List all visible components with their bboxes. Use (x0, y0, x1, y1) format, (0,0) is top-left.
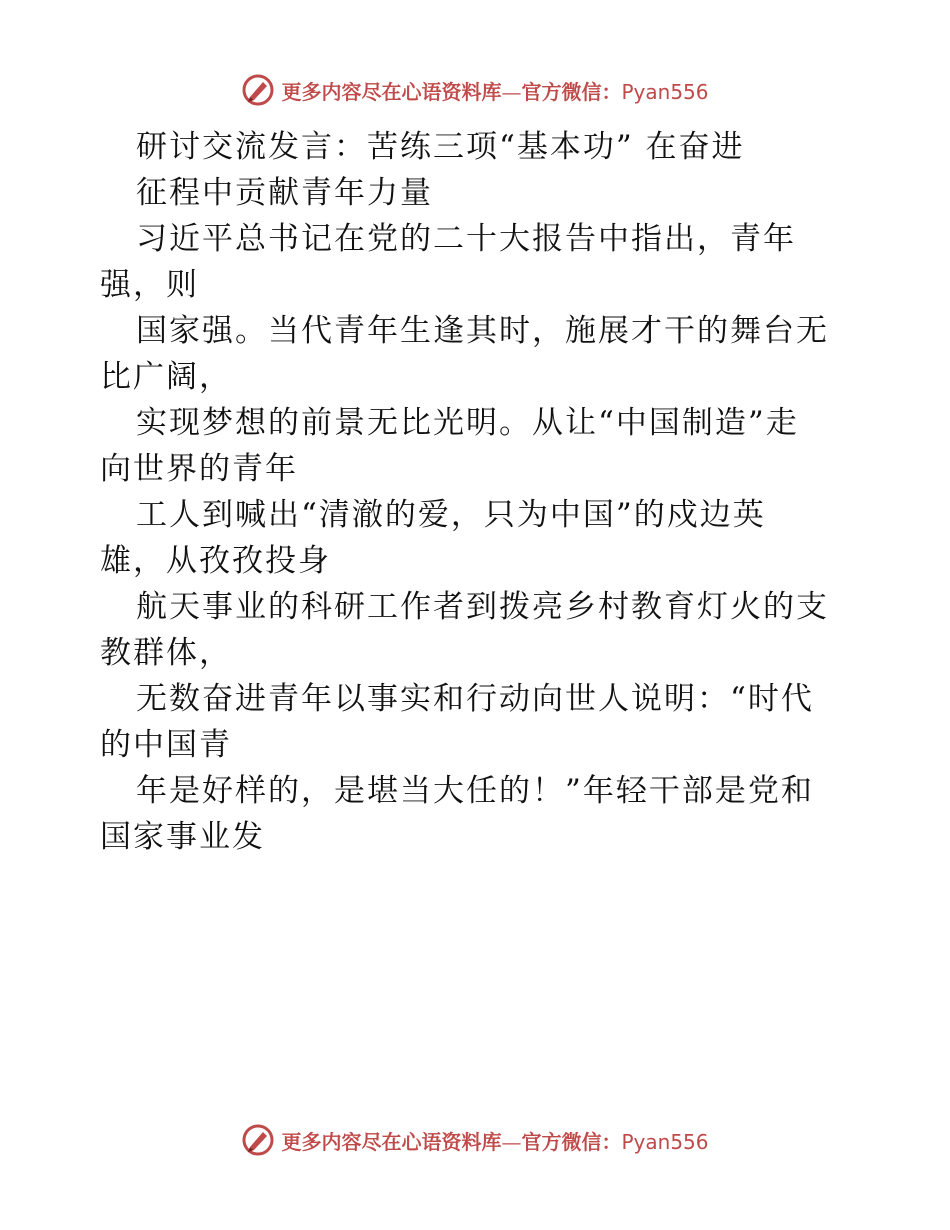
text-line: 习近平总书记在党的二十大报告中指出，青年 (136, 221, 796, 257)
text-line: 航天事业的科研工作者到拨亮乡村教育灯火的支 (136, 589, 829, 625)
watermark-text: 更多内容尽在心语资料库—官方微信：Pyan556 (281, 79, 709, 104)
text-line: 年是好样的，是堪当大任的！”年轻干部是党和 (136, 773, 814, 809)
text-line: 比广阔， (100, 359, 232, 395)
text-line: 国家强。当代青年生逢其时，施展才干的舞台无 (136, 313, 829, 349)
text-line: 强，则 (100, 267, 199, 303)
watermark-text: 更多内容尽在心语资料库—官方微信：Pyan556 (281, 1129, 709, 1154)
text-line: 向世界的青年 (100, 451, 298, 487)
text-line: 雄，从孜孜投身 (100, 543, 331, 579)
text-line: 国家事业发 (100, 819, 265, 855)
pen-logo-icon (241, 73, 275, 107)
watermark-footer (0, 1120, 950, 1160)
text-line: 的中国青 (100, 727, 232, 763)
text-line: 无数奋进青年以事实和行动向世人说明：“时代 (136, 681, 814, 717)
pen-logo-icon (241, 1123, 275, 1157)
text-line: 实现梦想的前景无比光明。从让“中国制造”走 (136, 405, 799, 441)
watermark-header (0, 70, 950, 110)
text-line: 工人到喊出“清澈的爱，只为中国”的戍边英 (136, 497, 766, 533)
document-body (100, 124, 860, 860)
text-line: 征程中贡献青年力量 (136, 175, 433, 211)
text-line: 教群体， (100, 635, 232, 671)
text-line: 研讨交流发言：苦练三项“基本功” 在奋进 (136, 129, 745, 165)
